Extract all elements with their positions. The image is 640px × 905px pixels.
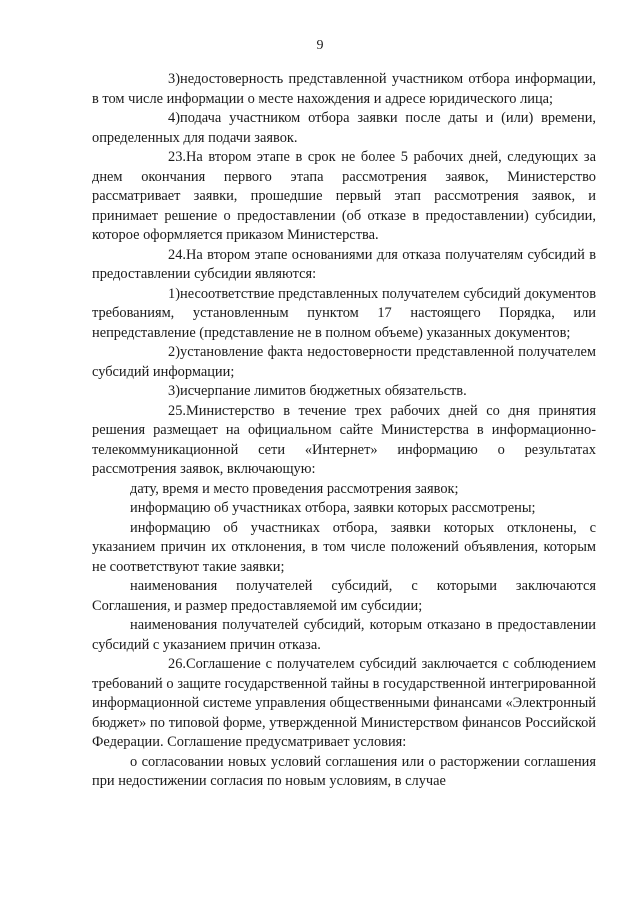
paragraph	[92, 519, 596, 578]
paragraph	[92, 499, 596, 519]
paragraph-text: несоответствие представленных получателем субсидий документов требованиям, установленным пунктом 17 настоящего Порядка, или непредставление (представление не в полном объеме) указанных документов;	[92, 285, 596, 341]
paragraph	[92, 480, 596, 500]
paragraph-text: о согласовании новых условий соглашения или о расторжении соглашения при недостижении согласия по новым условиям, в случае	[92, 753, 596, 789]
paragraph	[92, 148, 596, 246]
paragraph-text: наименования получателей субсидий, которым отказано в предоставлении субсидий с указанием причин отказа.	[92, 617, 596, 653]
paragraph-text: исчерпание лимитов бюджетных обязательств.	[180, 383, 467, 399]
paragraph	[92, 70, 596, 109]
paragraph-text: информацию об участниках отбора, заявки которых рассмотрены;	[130, 500, 536, 516]
paragraph	[92, 753, 596, 792]
paragraph-number: 23.	[168, 149, 186, 165]
paragraph	[92, 109, 596, 148]
paragraph-number: 1)	[168, 285, 180, 302]
paragraph-text: На втором этапе в срок не более 5 рабочих дней, следующих за днем окончания первого этапа рассмотрения заявок, Министерство рассматривает заявки, прошедшие первый этап рассмотрения заявок, и принимает решение о предоставлении (об отказе в предоставлении) субсидии, которое оформляется приказом Министерства.	[92, 149, 596, 243]
paragraph-number: 4)	[168, 110, 180, 126]
paragraph-text: Министерство в течение трех рабочих дней со дня принятия решения размещает на официальном сайте Министерства в информационно-телекоммуникационной сети «Интернет» информацию о результатах рассмотрения заявок, включающую:	[92, 402, 596, 477]
paragraph-text: Соглашение с получателем субсидий заключается с соблюдением требований о защите государственной тайны в государственной интегрированной информационной системе управления общественными финансами «Электронный бюджет» по типовой форме, утвержденной Министерством финансов Российской Федерации. Соглашение предусматривает условия:	[92, 656, 596, 750]
paragraph-text: наименования получателей субсидий, с которыми заключаются Соглашения, и размер предоставляемой им субсидии;	[92, 578, 596, 614]
paragraph-text: информацию об участниках отбора, заявки которых отклонены, с указанием причин их отклонения, в том числе положений объявления, которым не соответствуют такие заявки;	[92, 519, 596, 575]
document-body	[92, 70, 596, 792]
paragraph	[92, 402, 596, 480]
paragraph	[92, 382, 596, 402]
paragraph-number: 3)	[168, 383, 180, 399]
paragraph-number: 25.	[168, 402, 186, 419]
paragraph-number: 26.	[168, 656, 186, 672]
paragraph	[92, 616, 596, 655]
paragraph-text: установление факта недостоверности представленной получателем субсидий информации;	[92, 344, 596, 380]
paragraph	[92, 285, 596, 344]
paragraph-text: дату, время и место проведения рассмотрения заявок;	[130, 480, 459, 497]
paragraph-text: недостоверность представленной участником отбора информации, в том числе информации о месте нахождения и адресе юридического лица;	[92, 71, 596, 107]
paragraph	[92, 577, 596, 616]
paragraph-number: 3)	[168, 71, 180, 87]
paragraph-text: На втором этапе основаниями для отказа получателям субсидий в предоставлении субсидии являются:	[92, 246, 596, 282]
paragraph-number: 2)	[168, 344, 180, 360]
paragraph-text: подача участником отбора заявки после даты и (или) времени, определенных для подачи заявок.	[92, 110, 596, 146]
page-number: 9	[316, 38, 324, 53]
paragraph	[92, 246, 596, 285]
paragraph-number: 24.	[168, 246, 186, 263]
paragraph	[92, 343, 596, 382]
paragraph	[92, 655, 596, 753]
